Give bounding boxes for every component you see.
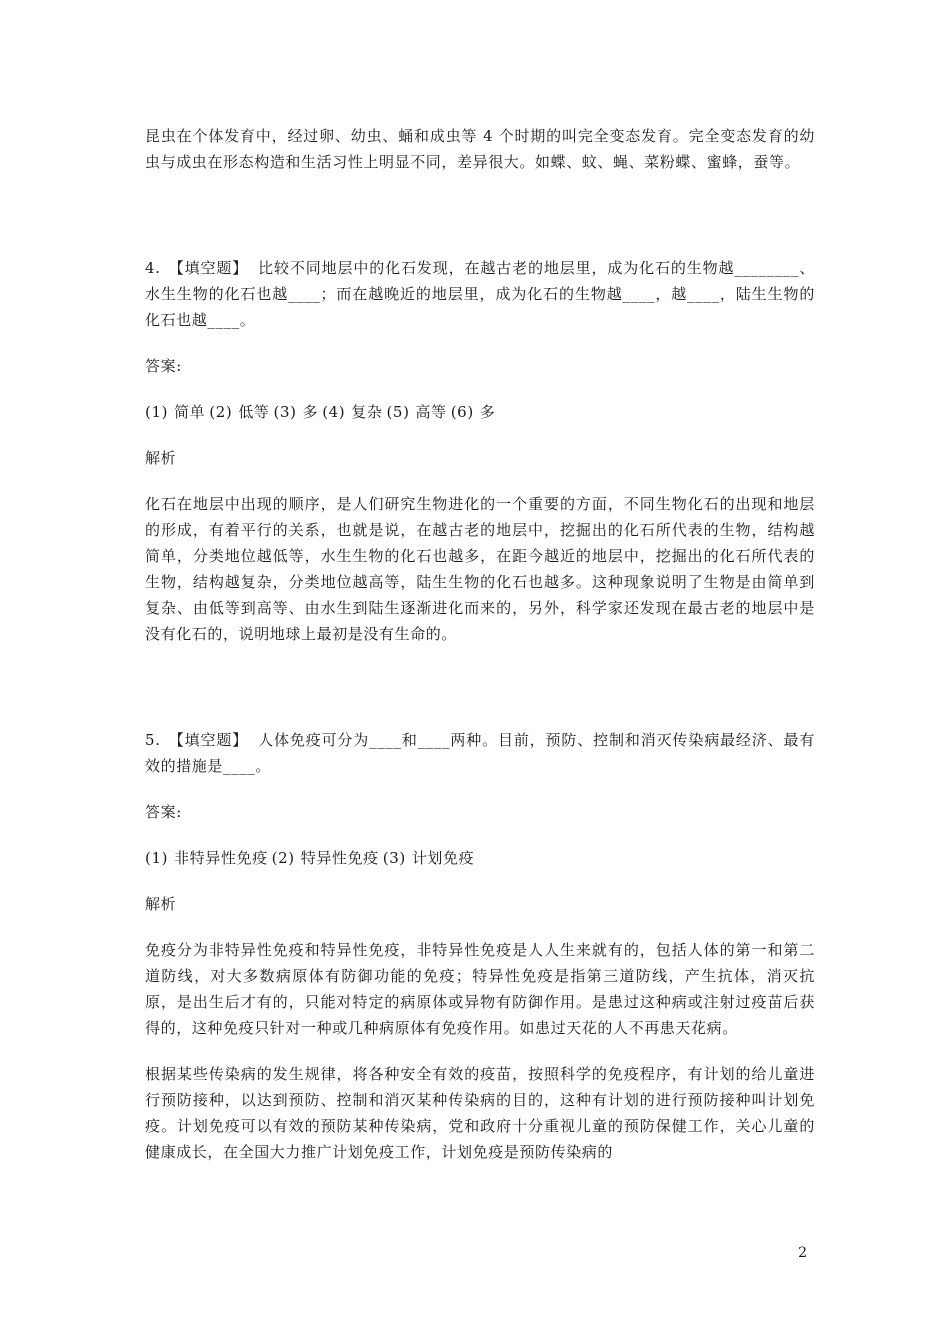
question-4-answers [145, 399, 815, 425]
question-4-analysis-label: 解析 [145, 449, 177, 467]
question-5-type: 【填空题】 [168, 731, 249, 749]
question-5-answers [145, 845, 815, 871]
previous-explanation-paragraph: 昆虫在个体发育中，经过卵、幼虫、蛹和成虫等 4 个时期的叫完全变态发育。完全变态发育的幼虫与成虫在形态构造和生活习性上明显不同，差异很大。如蝶、蚊、蝇、菜粉蝶、蜜蜂，蚕等。 [145, 127, 815, 171]
question-5-text: 人体免疫可分为____和____两种。目前，预防、控制和消灭传染病最经济、最有效的措施是____。 [145, 731, 815, 775]
question-4-analysis: 化石在地层中出现的顺序，是人们研究生物进化的一个重要的方面，不同生物化石的出现和地层的形成，有着平行的关系，也就是说，在越古老的地层中，挖掘出的化石所代表的生物，结构越简单，分类地位越低等，水生生物的化石也越多，在距今越近的地层中，挖掘出的化石所代表的生物，结构越复杂，分类地位越高等，陆生生物的化石也越多。这种现象说明了生物是由简单到复杂、由低等到高等、由水生到陆生逐渐进化而来的，另外，科学家还发现在最古老的地层中是没有化石的，说明地球上最初是没有生命的。 [145, 495, 815, 643]
answer-index: (2) [271, 849, 295, 867]
question-4-type: 【填空题】 [168, 259, 249, 277]
answer-value: 特异性免疫 [300, 849, 379, 867]
answer-index: (3) [273, 403, 297, 421]
question-4-number: 4. [145, 259, 161, 277]
answer-value: 复杂 [351, 403, 383, 421]
answer-index: (4) [322, 403, 346, 421]
answer-value: 低等 [238, 403, 270, 421]
answer-index: (1) [145, 403, 169, 421]
question-4 [145, 255, 815, 333]
answer-value: 多 [479, 403, 496, 421]
answer-index: (3) [382, 849, 406, 867]
answer-index: (5) [386, 403, 410, 421]
answer-value: 多 [302, 403, 319, 421]
answer-index: (1) [145, 849, 169, 867]
question-5 [145, 727, 815, 779]
question-5-number: 5. [145, 731, 161, 749]
answer-value: 计划免疫 [411, 849, 475, 867]
question-4-text: 比较不同地层中的化石发现，在越古老的地层里，成为化石的生物越________、水生生物的化石也越____；而在越晚近的地层里，成为化石的生物越____，越____，陆生生物的化石也越____。 [145, 259, 815, 329]
question-5-answer-label: 答案: [145, 803, 182, 821]
page-number: 2 [798, 1245, 807, 1261]
answer-index: (6) [450, 403, 474, 421]
question-4-answer-label: 答案: [145, 357, 182, 375]
question-5-analysis-label: 解析 [145, 895, 177, 913]
question-5-analysis-paragraph-2: 根据某些传染病的发生规律，将各种安全有效的疫苗，按照科学的免疫程序，有计划的给儿童进行预防接种，以达到预防、控制和消灭某种传染病的目的，这种有计划的进行预防接种叫计划免疫。计划免疫可以有效的预防某种传染病，党和政府十分重视儿童的预防保健工作，关心儿童的健康成长，在全国大力推广计划免疫工作，计划免疫是预防传染病的 [145, 1065, 815, 1161]
question-5-analysis-paragraph-1: 免疫分为非特异性免疫和特异性免疫，非特异性免疫是人人生来就有的，包括人体的第一和第二道防线，对大多数病原体有防御功能的免疫；特异性免疫是指第三道防线，产生抗体，消灭抗原，是出生后才有的，只能对特定的病原体或异物有防御作用。是患过这种病或注射过疫苗后获得的，这种免疫只针对一种或几种病原体有免疫作用。如患过天花的人不再患天花病。 [145, 941, 815, 1037]
answer-index: (2) [209, 403, 233, 421]
answer-value: 高等 [415, 403, 447, 421]
answer-value: 简单 [174, 403, 206, 421]
page-content [145, 123, 815, 1165]
answer-value: 非特异性免疫 [174, 849, 268, 867]
